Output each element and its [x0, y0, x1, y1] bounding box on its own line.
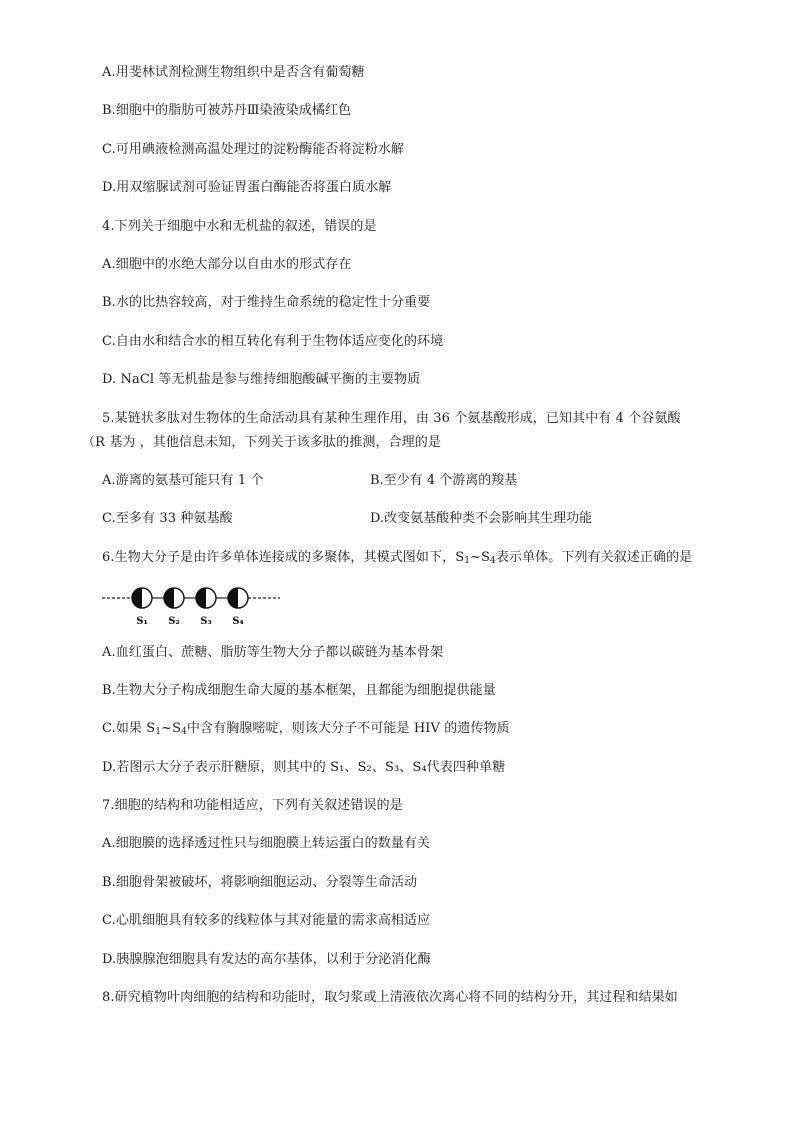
q5-stem-line1: 5.某链状多肽对生物体的生命活动具有某种生理作用，由 36 个氨基酸形成，已知其中有 4 个谷氨酸: [102, 411, 681, 426]
q6-stem-mid: ~S: [470, 550, 491, 565]
q5-stem-line2: （R 基为 ，其他信息未知，下列关于该多肽的推测，合理的是: [82, 435, 441, 450]
q6-option-c-pre: C.如果 S: [102, 721, 156, 736]
monomer-label-s4: S₄: [232, 616, 244, 627]
monomer-label-s2: S₂: [168, 616, 180, 627]
monomer-label-s3: S₃: [200, 616, 212, 627]
q6-stem-pre: 6.生物大分子是由许多单体连接成的多聚体，其模式图如下，S: [102, 550, 465, 565]
q3-option-b: B.细胞中的脂肪可被苏丹Ⅲ染液染成橘红色: [102, 103, 352, 118]
q5-option-b: B.至少有 4 个游离的羧基: [370, 473, 518, 488]
q6-option-c-sub1: 1: [155, 727, 162, 737]
q4-option-b: B.水的比热容较高，对于维持生命系统的稳定性十分重要: [102, 295, 431, 310]
monomer-label-s1: S₁: [136, 616, 148, 627]
q4-stem: 4.下列关于细胞中水和无机盐的叙述，错误的是: [102, 219, 377, 234]
q3-option-d: D.用双缩脲试剂可验证胃蛋白酶能否将蛋白质水解: [102, 180, 392, 195]
monomer-chain-diagram: [100, 584, 290, 630]
q6-stem-sub2: 4: [490, 556, 496, 566]
q7-option-d: D.胰腺腺泡细胞具有发达的高尔基体，以利于分泌消化酶: [102, 952, 431, 967]
monomer-s2: [164, 588, 184, 608]
q4-option-a: A.细胞中的水绝大部分以自由水的形式存在: [102, 257, 352, 272]
q3-option-a: A.用斐林试剂检测生物组织中是否含有葡萄糖: [102, 65, 365, 80]
q6-stem-post: 表示单体。下列有关叙述正确的是: [495, 550, 693, 565]
q6-option-d: D.若图示大分子表示肝糖原，则其中的 S₁、S₂、S₃、S₄代表四种单糖: [102, 760, 506, 775]
q4-option-d: D. NaCl 等无机盐是参与维持细胞酸碱平衡的主要物质: [102, 372, 421, 387]
q3-option-c: C.可用碘液检测高温处理过的淀粉酶能否将淀粉水解: [102, 142, 405, 157]
q6-option-a: A.血红蛋白、蔗糖、脂肪等生物大分子都以碳链为基本骨架: [102, 645, 444, 660]
q6-option-c-sub2: 4: [181, 727, 187, 737]
q6-stem: [102, 549, 692, 570]
q5-option-c: C.至多有 33 种氨基酸: [102, 511, 233, 526]
q7-option-c: C.心肌细胞具有较多的线粒体与其对能量的需求高相适应: [102, 913, 431, 928]
q7-stem: 7.细胞的结构和功能相适应，下列有关叙述错误的是: [102, 798, 403, 813]
q6-option-b: B.生物大分子构成细胞生命大厦的基本框架，且都能为细胞提供能量: [102, 683, 496, 698]
q5-option-a: A.游离的氨基可能只有 1 个: [102, 473, 264, 488]
q6-stem-sub1: 1: [464, 556, 471, 566]
q6-option-c-post: 中含有胸腺嘧啶，则该大分子不可能是 HIV 的遗传物质: [186, 721, 510, 736]
q5-option-d: D.改变氨基酸种类不会影响其生理功能: [370, 511, 593, 526]
monomer-s4: [228, 588, 248, 608]
q6-option-c-mid: ~S: [161, 721, 182, 736]
q7-option-b: B.细胞骨架被破坏，将影响细胞运动、分裂等生命活动: [102, 875, 418, 890]
q4-option-c: C.自由水和结合水的相互转化有利于生物体适应变化的环境: [102, 334, 444, 349]
monomer-s1: [132, 588, 152, 608]
q7-option-a: A.细胞膜的选择透过性只与细胞膜上转运蛋白的数量有关: [102, 836, 431, 851]
q6-option-c: [102, 720, 510, 741]
monomer-s3: [196, 588, 216, 608]
q8-stem: 8.研究植物叶肉细胞的结构和功能时，取匀浆或上清液依次离心将不同的结构分开，其过程和结果如: [102, 990, 678, 1005]
